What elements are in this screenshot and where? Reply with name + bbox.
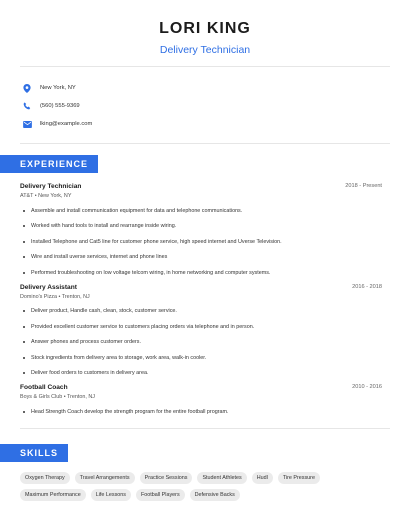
contact-location (22, 79, 410, 97)
job-dates: 2010 - 2016 (352, 384, 382, 390)
contact-phone (22, 97, 410, 115)
skill-chip: Tire Pressure (278, 472, 320, 484)
contact-list (0, 67, 410, 143)
skill-chip: Defensive Backs (190, 489, 240, 501)
bullet-item: Performed troubleshooting on low voltage telcom wiring, in home networking and computer systems. (20, 265, 382, 281)
job-entry (0, 183, 410, 281)
bullet-item: Head Strength Coach develop the strength program for the entire football program. (20, 404, 382, 420)
contact-phone-text: (560) 555-9369 (40, 103, 80, 109)
skill-chip: Life Lessons (91, 489, 131, 501)
bullet-item: Installed Telephone and Cat5 line for customer phone service, high speed internet and Uverse Television. (20, 234, 382, 250)
skills-section (0, 443, 410, 506)
bullet-item: Stock ingredients from delivery area to storage, work area, walk-in cooler. (20, 350, 382, 366)
mail-icon (22, 119, 32, 129)
skill-chip: Oxygen Therapy (20, 472, 70, 484)
job-bullets (20, 304, 382, 382)
divider (20, 428, 390, 429)
bullet-item: Worked with hand tools to install and rearrange inside wiring. (20, 219, 382, 235)
bullet-item: Assemble and install communication equipment for data and telephone communications. (20, 203, 382, 219)
contact-email[interactable] (22, 115, 410, 133)
job-bullets (20, 404, 382, 420)
skill-chip: Maximum Performance (20, 489, 86, 501)
phone-icon (22, 101, 32, 111)
skill-chip: Student Athletes (197, 472, 246, 484)
experience-heading: EXPERIENCE (0, 155, 98, 173)
skill-chip: Practice Sessions (140, 472, 193, 484)
skills-list (0, 472, 410, 506)
skill-chip: Hudl (252, 472, 273, 484)
bullet-item: Wire and install uverse services, internet and phone lines (20, 250, 382, 266)
job-company: Domino's Pizza • Trenton, NJ (20, 293, 90, 300)
job-title: Football Coach (20, 384, 68, 391)
job-company: Boys & Girls Club • Trenton, NJ (20, 394, 95, 400)
job-title: Delivery Technician (20, 183, 82, 190)
contact-email-text[interactable]: lking@example.com (40, 121, 93, 127)
skill-chip: Football Players (136, 489, 185, 501)
resume-header (0, 0, 410, 56)
job-entry (0, 384, 410, 420)
skill-chip: Travel Arrangements (75, 472, 135, 484)
divider (20, 143, 390, 144)
skills-heading: SKILLS (0, 444, 68, 462)
bullet-item: Provided excellent customer service to customers placing orders via telephone and in person. (20, 319, 382, 335)
job-dates: 2016 - 2018 (352, 283, 382, 290)
job-title: Delivery Assistant (20, 283, 77, 291)
bullet-item: Deliver food orders to customers in delivery area. (20, 366, 382, 382)
job-bullets (20, 203, 382, 281)
location-pin-icon (22, 83, 32, 93)
job-company: AT&T • New York, NY (20, 193, 72, 199)
job-entry (0, 284, 410, 382)
contact-location-text: New York, NY (40, 85, 76, 91)
job-dates: 2018 - Present (345, 183, 382, 189)
candidate-role: Delivery Technician (159, 44, 251, 56)
candidate-name: LORI KING (159, 20, 251, 37)
experience-section (0, 154, 410, 420)
bullet-item: Answer phones and process customer orders. (20, 335, 382, 351)
bullet-item: Deliver product, Handle cash, clean, stock, customer service. (20, 304, 382, 320)
